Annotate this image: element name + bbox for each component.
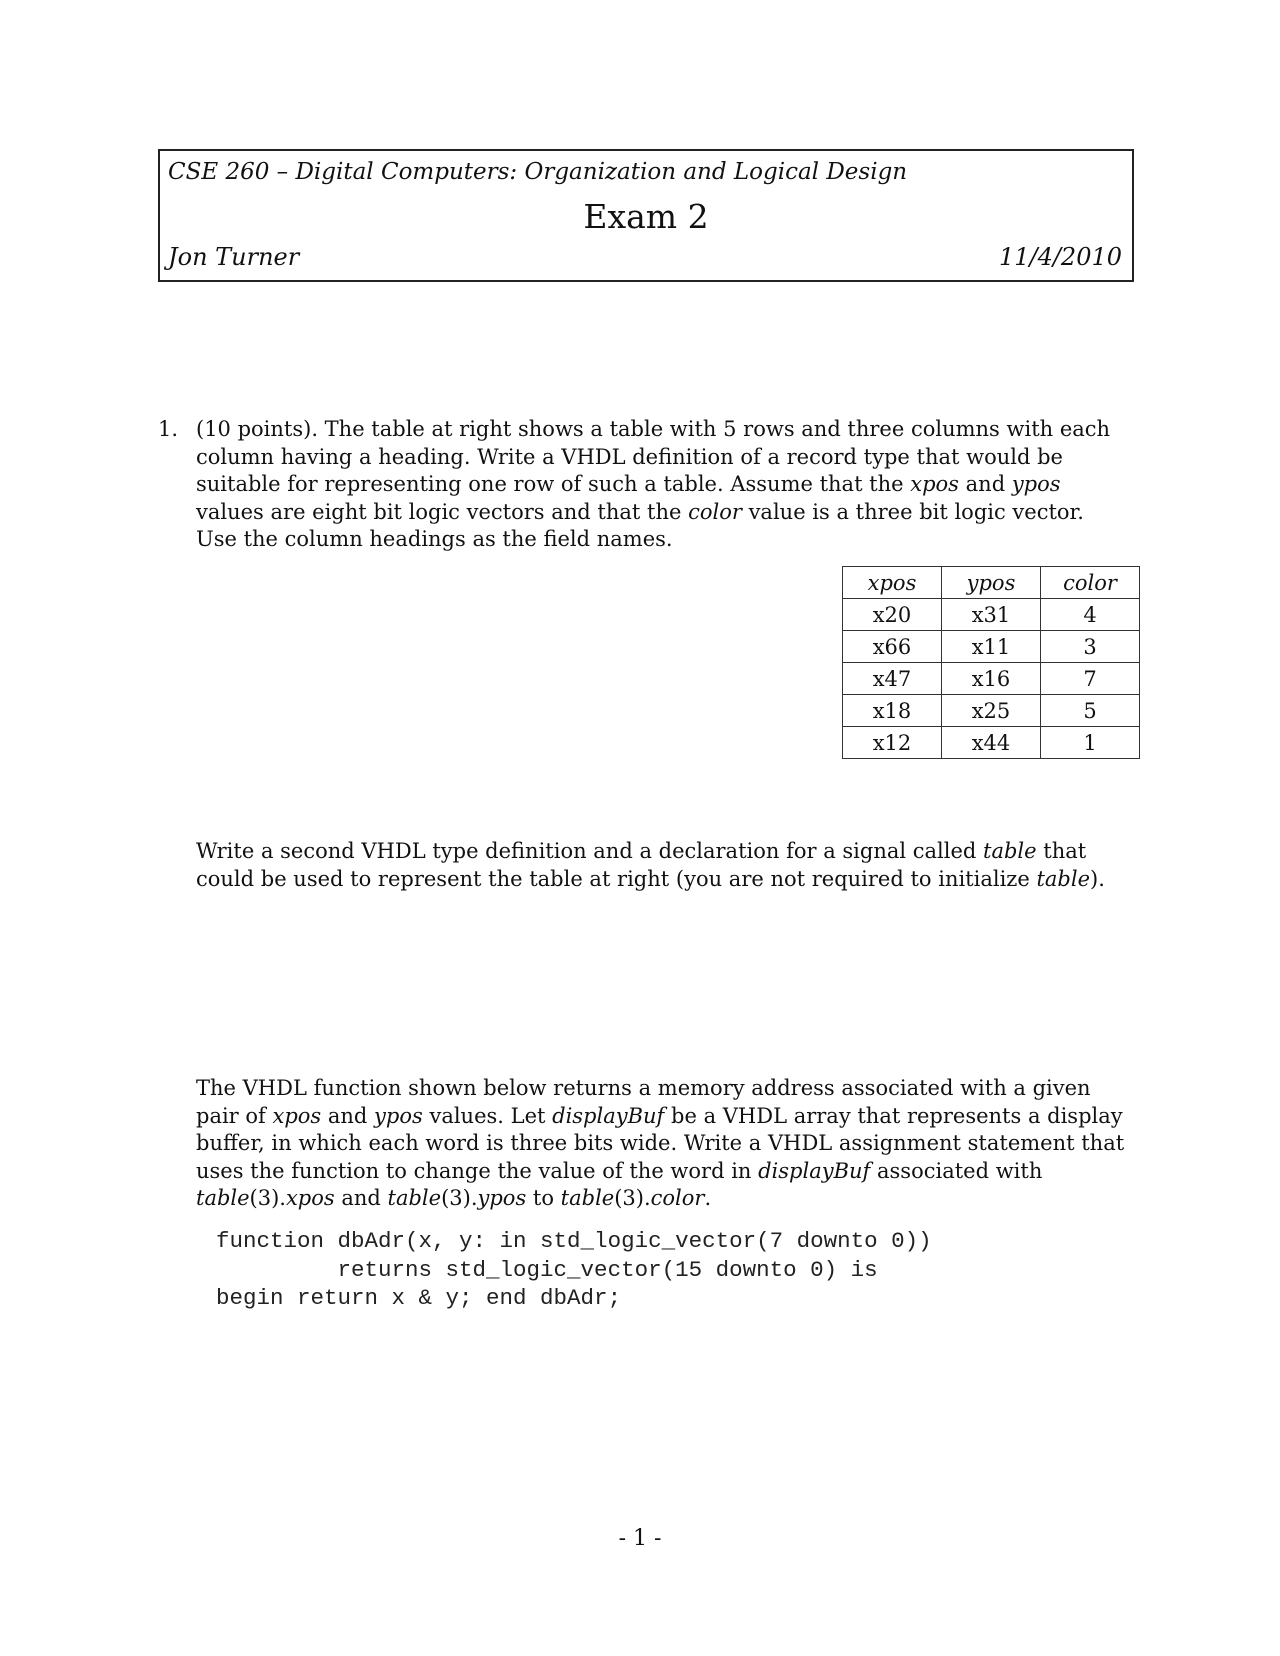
table-cell: x12 [843,727,942,759]
data-table [842,566,1140,759]
table-row [843,631,1140,663]
column-header: xpos [843,567,942,599]
table-cell: 1 [1041,727,1140,759]
column-header: ypos [942,567,1041,599]
table-cell: 7 [1041,663,1140,695]
table-row [843,727,1140,759]
paragraph-vhdl-function: The VHDL function shown below returns a memory address associated with a given pair of xpos and ypos values. Let displayBuf be a VHDL array that represents a display buffer, in which each word is three bits wide. Write a VHDL assignment statement that uses the function to change the value of the word in displayBuf associated with table(3).xpos and table(3).ypos to table(3).color. [196,1076,1125,1210]
table-cell: x16 [942,663,1041,695]
exam-header [158,149,1134,282]
page-number: - 1 - [618,1526,662,1551]
question-number: 1. [158,417,179,441]
code-block [216,1227,932,1313]
table-cell: x18 [843,695,942,727]
code-line: begin return x & y; end dbAdr; [216,1285,622,1311]
table-cell: x25 [942,695,1041,727]
table-cell: x47 [843,663,942,695]
table-cell: 4 [1041,599,1140,631]
table-cell: x66 [843,631,942,663]
table-row [843,695,1140,727]
table-cell: x20 [843,599,942,631]
table-row [843,599,1140,631]
paragraph-table-signal: Write a second VHDL type definition and a declaration for a signal called table that could be used to represent the table at right (you are not required to initialize table). [196,839,1105,891]
question-1-text: (10 points). The table at right shows a table with 5 rows and three columns with each column having a heading. Write a VHDL definition of a record type that would be suitable for representing one row of such a table. Assume that the xpos and ypos values are eight bit logic vectors and that the color value is a three bit logic vector. Use the column headings as the field names. [196,417,1111,551]
exam-date: 11/4/2010 [998,243,1122,271]
course-title: CSE 260 – Digital Computers: Organization and Logical Design [168,159,908,185]
author-name: Jon Turner [168,243,300,271]
table-cell: 5 [1041,695,1140,727]
table-row [843,663,1140,695]
exam-title: Exam 2 [583,197,709,236]
table-cell: x31 [942,599,1041,631]
table-cell: x44 [942,727,1041,759]
table-cell: 3 [1041,631,1140,663]
question-1 [158,416,1118,554]
table-cell: x11 [942,631,1041,663]
column-header: color [1041,567,1140,599]
code-line: function dbAdr(x, y: in std_logic_vector(7 downto 0)) [216,1228,932,1254]
table-header-row [843,567,1140,599]
code-line: returns std_logic_vector(15 downto 0) is [216,1256,878,1283]
